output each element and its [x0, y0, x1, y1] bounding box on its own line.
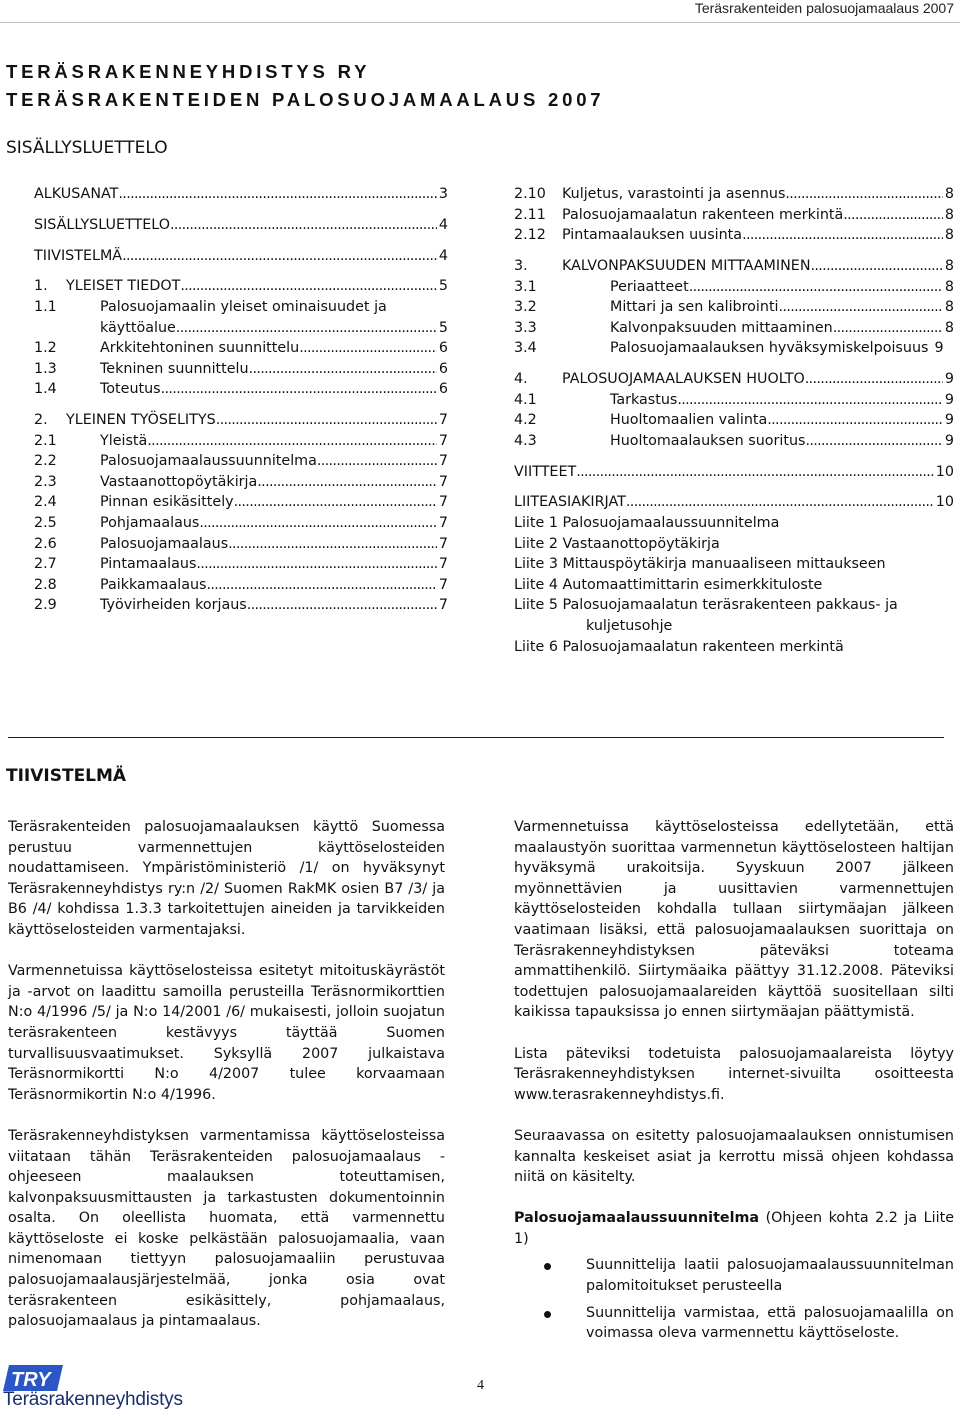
summary-paragraph: Varmennetuissa käyttöselosteissa edellytetään, että maalaustyön suorittaa varmennetun käyttöselosteen haltijan hyväksymä urakoitsija. Syyskuun 2007 jälkeen myönnettävien ja uusittavien varmennettujen käyttöselosteiden kohdalla tullaan siirtymäajan jälkeen vaatimaan lisäksi, että palosuojamaalauksen suorittaja on Teräsrakenneyhdistyksen päteväksi toteama ammattihenkilö. Siirtymäaika päättyy 31.12.2008. Päteviksi todettujen palosuojamaalareiden käyttöä suositellaan silti kaikissa tapauksissa jo ennen siirtymäajan päättymistä.: [514, 819, 954, 1021]
toc-entry[interactable]: SISÄLLYSLUETTELO . . . 4: [34, 215, 448, 236]
appendix-item[interactable]: Liite 4 Automaattimittarin esimerkkituloste: [514, 576, 823, 593]
toc-entry[interactable]: 4.3 Huoltomaalauksen suoritus . . . 9: [514, 431, 954, 452]
summary-paragraph: Lista päteviksi todetuista palosuojamaalareista löytyy Teräsrakenneyhdistyksen internet-sivuilta osoitteesta www.terasrakenneyhdistys.fi.: [514, 1045, 954, 1103]
summary-left-column: [8, 817, 445, 1352]
document-title-line-2: TERÄSRAKENTEIDEN PALOSUOJAMAALAUS 2007: [6, 89, 605, 110]
toc-entry[interactable]: 3.2 Mittari ja sen kalibrointi . . . 8: [514, 297, 954, 318]
organization-logo: [3, 1363, 183, 1413]
plan-heading: [514, 1208, 954, 1249]
toc-entry[interactable]: 2.8 Paikkamaalaus . . . 7: [34, 575, 448, 596]
toc-entry[interactable]: VIITTEET . . . 10: [514, 462, 954, 483]
toc-entry[interactable]: 2.4 Pinnan esikäsittely . . . 7: [34, 492, 448, 513]
section-divider: [8, 737, 944, 738]
toc-left-column: [34, 184, 448, 616]
toc-entry[interactable]: 1.1 Palosuojamaalin yleiset ominaisuudet ja käyttöalue . . . 5: [34, 297, 448, 338]
toc-entry[interactable]: 2.10 Kuljetus, varastointi ja asennus . . . 8: [514, 184, 954, 205]
toc-entry[interactable]: 3.3 Kalvonpaksuuden mittaaminen . . . 8: [514, 318, 954, 339]
appendix-item[interactable]: Liite 5 Palosuojamaalatun teräsrakenteen pakkaus- ja: [514, 597, 898, 614]
toc-heading: SISÄLLYSLUETTELO: [6, 138, 168, 158]
toc-right-column: [514, 184, 954, 657]
toc-entry[interactable]: 3. KALVONPAKSUUDEN MITTAAMINEN . . . 8: [514, 256, 954, 277]
toc-entry[interactable]: 2.7 Pintamaalaus . . . 7: [34, 554, 448, 575]
bullet-item: Suunnittelija varmistaa, että palosuojamaalilla on voimassa oleva varmennettu käyttöseloste.: [514, 1303, 954, 1344]
toc-entry[interactable]: 4. PALOSUOJAMAALAUKSEN HUOLTO . . . 9: [514, 369, 954, 390]
plan-reference: (Ohjeen kohta 2.2 ja Liite 1): [514, 1210, 954, 1247]
logo-mark-text: TRY: [11, 1369, 51, 1391]
summary-heading: TIIVISTELMÄ: [6, 766, 127, 786]
appendix-item[interactable]: Liite 2 Vastaanottopöytäkirja: [514, 535, 720, 552]
bullet-item: Suunnittelija laatii palosuojamaalaussuunnitelman palomitoitukset perusteella: [514, 1255, 954, 1296]
appendix-item[interactable]: Liite 1 Palosuojamaalaussuunnitelma: [514, 515, 780, 532]
toc-entry[interactable]: LIITEASIAKIRJAT . . . 10: [514, 492, 954, 513]
toc-entry[interactable]: 2.6 Palosuojamaalaus . . . 7: [34, 534, 448, 555]
plan-bullet-list: [514, 1255, 954, 1343]
toc-entry[interactable]: 2.5 Pohjamaalaus . . . 7: [34, 513, 448, 534]
toc-entry[interactable]: 2. YLEINEN TYÖSELITYS . . . 7: [34, 410, 448, 431]
toc-entry[interactable]: 2.3 Vastaanottopöytäkirja . . . 7: [34, 472, 448, 493]
document-title-line-1: TERÄSRAKENNEYHDISTYS RY: [6, 61, 371, 82]
summary-paragraph: Varmennetuissa käyttöselosteissa esitetyt mitoituskäyrästöt ja -arvot on laadittu samoilla perusteilla Teräsnormikorttien N:o 4/1996 /5/ ja N:o 14/2001 /6/ mukaisesti, jolloin suojatun teräsrakenteen kestävyys täyttää Suomen turvallisuusvaatimukset. Syksyllä 2007 julkaistava Teräsnormikortti N:o 4/2007 tulee korvaamaan Teräsnormikortin N:o 4/1996.: [8, 963, 445, 1103]
plan-title: Palosuojamaalaussuunnitelma: [514, 1210, 760, 1227]
toc-entry[interactable]: 2.11 Palosuojamaalatun rakenteen merkintä . . . 8: [514, 205, 954, 226]
appendix-item[interactable]: Liite 6 Palosuojamaalatun rakenteen merkintä: [514, 638, 844, 655]
toc-entry[interactable]: 4.1 Tarkastus . . . 9: [514, 390, 954, 411]
toc-entry[interactable]: 1.4 Toteutus . . . 6: [34, 379, 448, 400]
toc-entry[interactable]: 2.9 Työvirheiden korjaus . . . 7: [34, 595, 448, 616]
summary-paragraph: Teräsrakenteiden palosuojamaalauksen käyttö Suomessa perustuu varmennettujen käyttöselosteiden noudattamiseen. Ympäristöministeriö /1/ on hyväksynyt Teräsrakenneyhdistys ry:n /2/ Suomen RakMK osien B7 /3/ ja B6 /4/ kohdissa 1.3.3 tarkoitettujen aineiden ja tarvikkeiden käyttöselosteiden varmentajaksi.: [8, 819, 445, 938]
logo-wordmark: Teräsrakenneyhdistys: [3, 1389, 183, 1410]
toc-entry[interactable]: 2.1 Yleistä . . . 7: [34, 431, 448, 452]
summary-right-column: [514, 817, 954, 1344]
toc-entry[interactable]: ALKUSANAT . . . 3: [34, 184, 448, 205]
toc-entry[interactable]: TIIVISTELMÄ . . . 4: [34, 246, 448, 267]
summary-paragraph: Teräsrakenneyhdistyksen varmentamissa käyttöselosteissa viitataan tähän Teräsrakenteiden palosuojamaalaus - ohjeeseen maalauksen toteuttamisen, kalvonpaksuusmittausten ja tarkastusten dokumentoinnin osalta. On oleellista huomata, että varmennettu käyttöseloste ei koske pelkästään palosuojamaalia, vaan nimenomaan tiettyyn palosuojamaaliin perustuvaa palosuojamaalausjärjestelmää, jonka osia ovat teräsrakenteen esikäsittely, pohjamaalaus, palosuojamaalaus ja pintamaalaus.: [8, 1127, 445, 1330]
toc-entry[interactable]: 1. YLEISET TIEDOT . . . 5: [34, 276, 448, 297]
running-header: Teräsrakenteiden palosuojamaalaus 2007: [694, 0, 954, 16]
page-number: 4: [477, 1378, 484, 1393]
appendix-item-continuation: kuljetusohje: [586, 618, 673, 635]
toc-entry[interactable]: 1.3 Tekninen suunnittelu . . . 6: [34, 359, 448, 380]
toc-entry[interactable]: 1.2 Arkkitehtoninen suunnittelu . . . 6: [34, 338, 448, 359]
toc-entry[interactable]: 2.12 Pintamaalauksen uusinta . . . 8: [514, 225, 954, 246]
summary-paragraph: Seuraavassa on esitetty palosuojamaalauksen onnistumisen kannalta keskeiset asiat ja kerrottu missä ohjeen kohdassa niitä on käsitelty.: [514, 1127, 954, 1186]
toc-entry[interactable]: 4.2 Huoltomaalien valinta . . . 9: [514, 410, 954, 431]
header-rule: [0, 22, 960, 23]
toc-entry[interactable]: 3.1 Periaatteet . . . 8: [514, 277, 954, 298]
appendix-item[interactable]: Liite 3 Mittauspöytäkirja manuaaliseen mittaukseen: [514, 556, 886, 573]
toc-entry[interactable]: 2.2 Palosuojamaalaussuunnitelma . . . 7: [34, 451, 448, 472]
toc-entry[interactable]: 3.4 Palosuojamaalauksen hyväksymiskelpoisuus 9: [514, 340, 944, 357]
